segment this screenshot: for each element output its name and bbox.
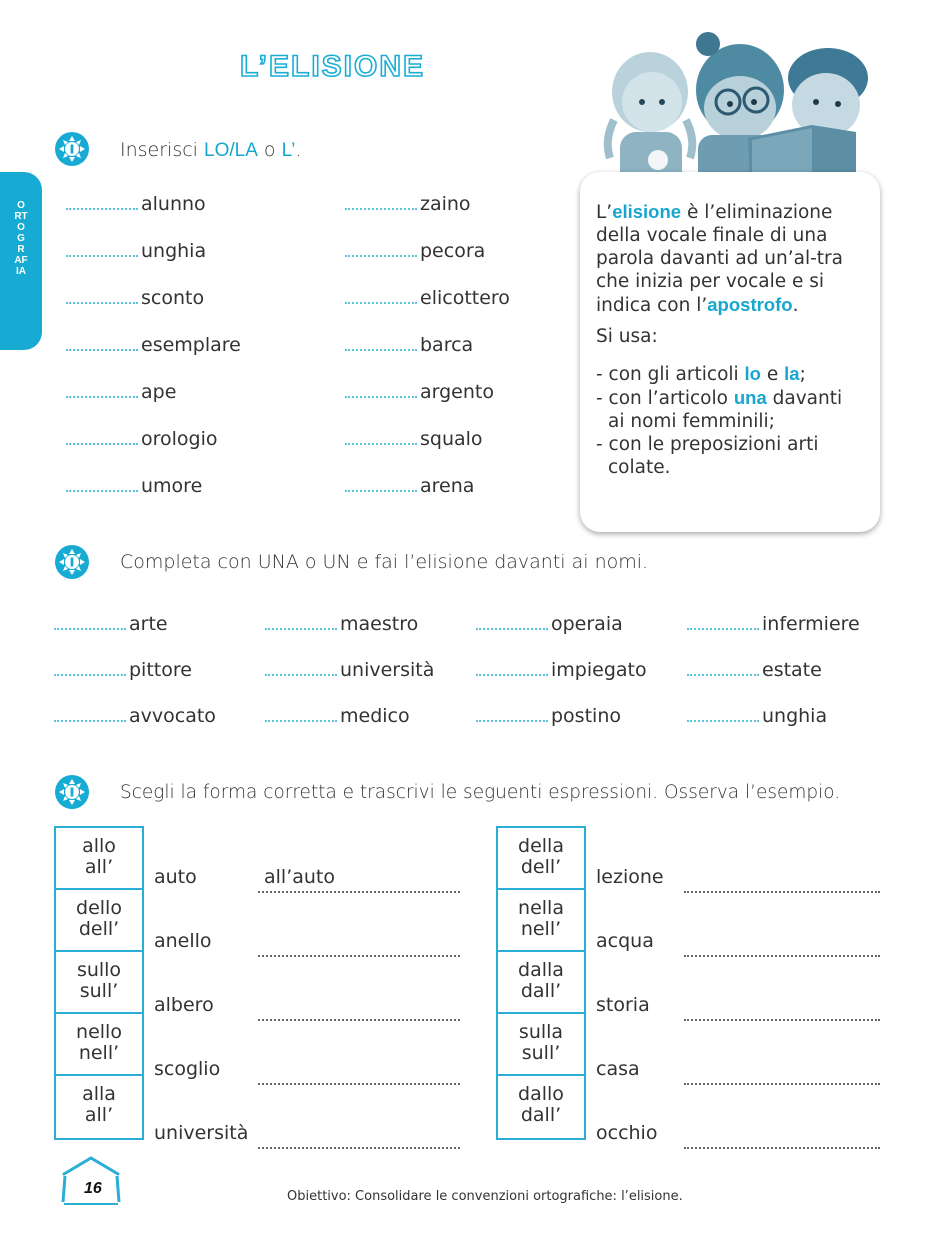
- option-elided[interactable]: nell’: [520, 918, 562, 940]
- term-apostrofo: apostrofo: [707, 294, 793, 315]
- fill-in-row: [66, 428, 241, 475]
- exercise-1-icon: [55, 132, 89, 166]
- usage-bullet-3: - con le preposizioni arti: [596, 434, 819, 455]
- bullet-text: ;: [799, 364, 806, 385]
- answer-line-input[interactable]: [258, 954, 460, 957]
- highlight-lo: LO: [204, 140, 230, 161]
- bullet-text: e: [761, 364, 785, 385]
- blank-input[interactable]: [265, 627, 337, 630]
- noun-word: esemplare: [141, 334, 241, 356]
- fill-in-row: [265, 705, 434, 751]
- choice-cell: [498, 1076, 584, 1138]
- exercise-2-column: [687, 613, 860, 751]
- choice-cell: [498, 1014, 584, 1076]
- def-text: .: [792, 295, 799, 316]
- blank-input[interactable]: [66, 489, 138, 492]
- choice-cell: [498, 890, 584, 952]
- bullet-text: davanti: [766, 388, 843, 409]
- fill-in-row: [345, 240, 510, 287]
- fill-in-row: [66, 475, 241, 522]
- noun-word: infermiere: [762, 613, 860, 635]
- fill-in-row: [54, 613, 216, 659]
- exercise-2-column: [54, 613, 216, 751]
- blank-input[interactable]: [476, 673, 548, 676]
- exercise-3-right-table: [496, 826, 664, 1144]
- highlight-la: LA: [234, 140, 258, 161]
- blank-input[interactable]: [54, 627, 126, 630]
- noun-word: albero: [154, 994, 214, 1016]
- blank-input[interactable]: [66, 207, 138, 210]
- noun-word: arte: [129, 613, 168, 635]
- noun-word: scoglio: [154, 1058, 221, 1080]
- noun-word: arena: [420, 475, 475, 497]
- blank-input[interactable]: [54, 719, 126, 722]
- option-full[interactable]: della: [518, 835, 564, 857]
- answer-line-input[interactable]: [258, 1018, 460, 1021]
- fill-in-row: [345, 334, 510, 381]
- choice-cell: [56, 1076, 142, 1138]
- noun-word: argento: [420, 381, 494, 403]
- highlight-l-apostrophe: L’: [281, 140, 296, 161]
- choice-cell: [56, 890, 142, 952]
- fill-in-row: [66, 287, 241, 334]
- option-elided[interactable]: dell’: [520, 856, 562, 878]
- option-full[interactable]: nello: [76, 1021, 122, 1043]
- noun-word: orologio: [141, 428, 218, 450]
- option-elided[interactable]: sull’: [521, 1042, 561, 1064]
- noun-word: occhio: [596, 1122, 658, 1144]
- instruction-text: Inserisci: [120, 139, 204, 161]
- noun-word: impiegato: [551, 659, 647, 681]
- exercise-1-column-1: [66, 193, 241, 522]
- si-usa-label: Si usa:: [596, 326, 658, 347]
- term-la: la: [784, 363, 800, 384]
- blank-input[interactable]: [66, 301, 138, 304]
- noun-word: pittore: [129, 659, 192, 681]
- option-full[interactable]: nella: [518, 897, 564, 919]
- option-elided[interactable]: dall’: [520, 980, 562, 1002]
- noun-word: unghia: [141, 240, 207, 262]
- choice-cell: [56, 828, 142, 890]
- option-full[interactable]: dallo: [518, 1083, 564, 1105]
- noun-word: barca: [420, 334, 474, 356]
- noun-word: maestro: [340, 613, 419, 635]
- highlight-slash: /: [229, 140, 235, 161]
- exercise-3-instruction: Scegli la forma corretta e trascrivi le seguenti espressioni. Osserva l’esempio.: [120, 782, 841, 803]
- noun-word: pecora: [420, 240, 486, 262]
- fill-in-row: [687, 705, 860, 751]
- usage-bullet-2: [596, 386, 871, 410]
- blank-input[interactable]: [66, 254, 138, 257]
- blank-input[interactable]: [66, 395, 138, 398]
- option-full[interactable]: dello: [76, 897, 122, 919]
- fill-in-row: [476, 705, 647, 751]
- blank-input[interactable]: [66, 348, 138, 351]
- fill-in-row: [265, 613, 434, 659]
- answer-line-input[interactable]: [258, 1146, 460, 1149]
- noun-word: avvocato: [129, 705, 216, 727]
- answer-line-input[interactable]: [684, 954, 880, 957]
- noun-word: sconto: [141, 287, 205, 309]
- option-elided[interactable]: all’: [84, 856, 114, 878]
- noun-word: lezione: [596, 866, 664, 888]
- usage-bullet-2-cont: ai nomi femminili;: [608, 411, 775, 432]
- usage-bullet-3-cont: colate.: [608, 457, 671, 478]
- def-text: L’: [596, 202, 613, 223]
- option-elided[interactable]: sull’: [79, 980, 119, 1002]
- fill-in-row: [345, 475, 510, 522]
- choice-column: [496, 826, 586, 1140]
- noun-word: storia: [596, 994, 650, 1016]
- fill-in-row: [66, 193, 241, 240]
- term-elisione: elisione: [612, 201, 682, 222]
- noun-word: postino: [551, 705, 621, 727]
- noun-word: auto: [154, 866, 197, 888]
- exercise-2-column: [265, 613, 434, 751]
- noun-word: squalo: [420, 428, 483, 450]
- option-elided[interactable]: dall’: [520, 1104, 562, 1126]
- exercise-3-icon: [55, 775, 89, 809]
- answer-line-input[interactable]: [684, 890, 880, 893]
- objective-text: Obiettivo: Consolidare le convenzioni ortografiche: l’elisione.: [287, 1189, 683, 1204]
- fill-in-row: [687, 659, 860, 705]
- noun-word: zaino: [420, 193, 471, 215]
- exercise-2-instruction: Completa con UNA o UN e fai l’elisione davanti ai nomi.: [120, 551, 649, 573]
- choice-column: [54, 826, 144, 1140]
- bullet-text: - con gli articoli: [596, 364, 745, 385]
- instruction-period: .: [295, 139, 302, 161]
- fill-in-row: [345, 287, 510, 334]
- exercise-3-left-table: [54, 826, 335, 1144]
- fill-in-row: [345, 193, 510, 240]
- noun-word: università: [154, 1122, 249, 1144]
- option-elided[interactable]: nell’: [78, 1042, 120, 1064]
- fill-in-row: [66, 240, 241, 287]
- fill-in-row: [476, 613, 647, 659]
- noun-word: operaia: [551, 613, 623, 635]
- choice-cell: [498, 952, 584, 1014]
- fill-in-row: [66, 381, 241, 428]
- blank-input[interactable]: [687, 627, 759, 630]
- term-una: una: [733, 387, 767, 408]
- option-full[interactable]: allo: [82, 835, 116, 857]
- term-lo: lo: [744, 363, 761, 384]
- page-number: 16: [84, 1180, 102, 1197]
- fill-in-row: [476, 659, 647, 705]
- answer-line-input[interactable]: [258, 1082, 460, 1085]
- noun-word: anello: [154, 930, 212, 952]
- instruction-or: o: [257, 139, 282, 161]
- blank-input[interactable]: [265, 673, 337, 676]
- blank-input[interactable]: [265, 719, 337, 722]
- blank-input[interactable]: [687, 673, 759, 676]
- noun-word: ape: [141, 381, 177, 403]
- rule-info-box: [580, 172, 880, 532]
- blank-input[interactable]: [687, 719, 759, 722]
- fill-in-row: [687, 613, 860, 659]
- fill-in-row: [54, 705, 216, 751]
- answer-line-input[interactable]: [258, 890, 460, 893]
- answer-line-input[interactable]: [684, 1082, 880, 1085]
- noun-word: unghia: [762, 705, 828, 727]
- usage-bullet-1: [596, 362, 871, 386]
- noun-word: medico: [340, 705, 410, 727]
- fill-in-row: [345, 428, 510, 475]
- section-tab-ortografia: [0, 172, 42, 350]
- def-text: è l’eliminazione della vocale finale di una parola davanti ad un’al-tra che inizia per vocale e si indica con l’: [596, 202, 843, 316]
- exercise-2-icon: [55, 545, 89, 579]
- exercise-1-column-2: [345, 193, 510, 522]
- choice-cell: [498, 828, 584, 890]
- option-full[interactable]: sulla: [518, 1021, 564, 1043]
- blank-input[interactable]: [476, 627, 548, 630]
- page-title: L’ELISIONE: [240, 50, 426, 83]
- fill-in-row: [66, 334, 241, 381]
- fill-in-row: [54, 659, 216, 705]
- choice-cell: [56, 1014, 142, 1076]
- answer-line-input[interactable]: [684, 1146, 880, 1149]
- exercise-1-instruction: [120, 139, 301, 162]
- blank-input[interactable]: [345, 395, 417, 398]
- option-elided[interactable]: all’: [84, 1104, 114, 1126]
- section-tab-label: ORTOGRAFIA: [14, 200, 28, 277]
- blank-input[interactable]: [66, 442, 138, 445]
- bullet-text: - con l’articolo: [596, 388, 734, 409]
- rule-definition: [596, 200, 871, 317]
- option-elided[interactable]: dell’: [78, 918, 120, 940]
- blank-input[interactable]: [345, 207, 417, 210]
- answer-text: all’auto: [264, 866, 335, 888]
- blank-input[interactable]: [345, 489, 417, 492]
- answer-line-input[interactable]: [684, 1018, 880, 1021]
- noun-word: casa: [596, 1058, 640, 1080]
- blank-input[interactable]: [345, 301, 417, 304]
- choice-cell: [56, 952, 142, 1014]
- fill-in-row: [345, 381, 510, 428]
- blank-input[interactable]: [345, 442, 417, 445]
- blank-input[interactable]: [476, 719, 548, 722]
- exercise-2-column: [476, 613, 647, 751]
- noun-word: umore: [141, 475, 203, 497]
- noun-word: elicottero: [420, 287, 510, 309]
- blank-input[interactable]: [345, 254, 417, 257]
- blank-input[interactable]: [54, 673, 126, 676]
- noun-word: acqua: [596, 930, 654, 952]
- children-reading-illustration: [590, 20, 880, 190]
- noun-word: università: [340, 659, 435, 681]
- fill-in-row: [265, 659, 434, 705]
- option-full[interactable]: sullo: [76, 959, 122, 981]
- blank-input[interactable]: [345, 348, 417, 351]
- noun-word: alunno: [141, 193, 206, 215]
- option-full[interactable]: dalla: [518, 959, 564, 981]
- noun-word: estate: [762, 659, 822, 681]
- option-full[interactable]: alla: [82, 1083, 116, 1105]
